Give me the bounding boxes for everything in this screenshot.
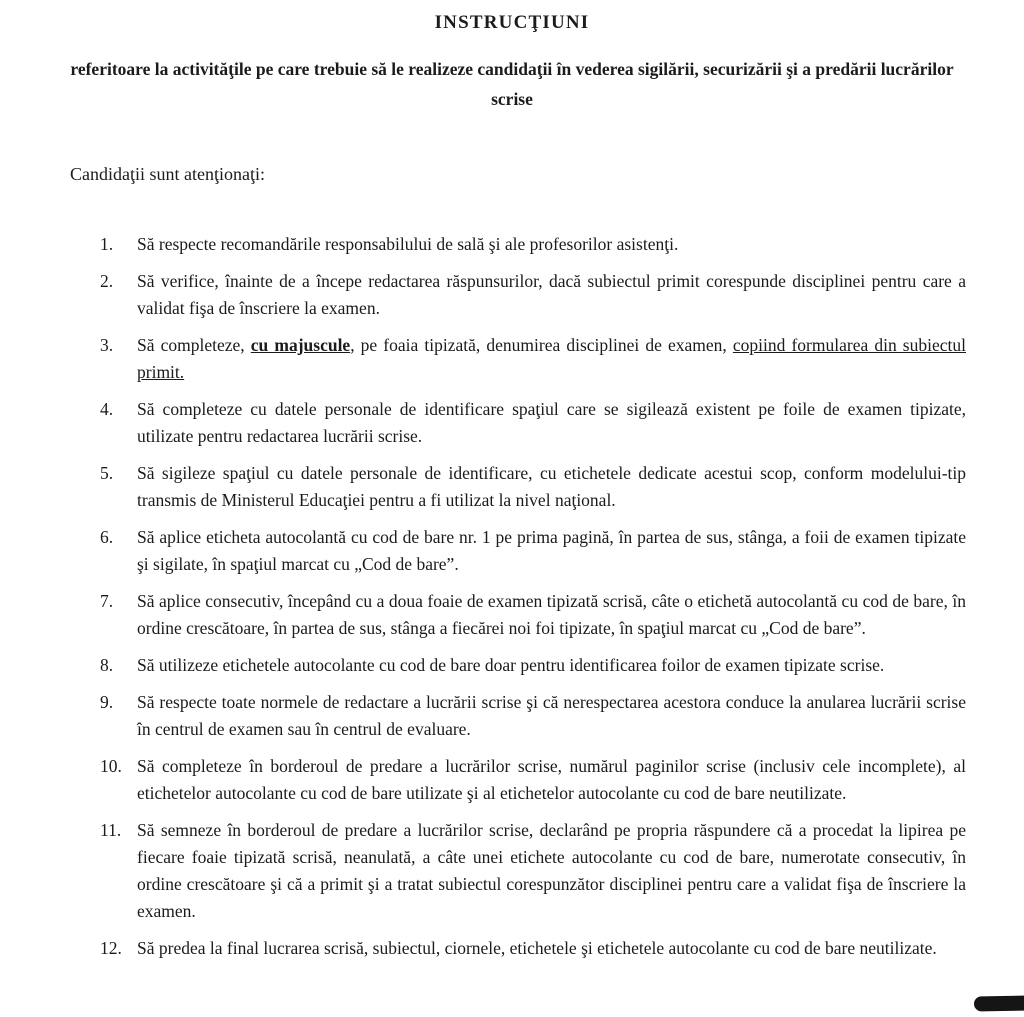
item-text-segment: cu majuscule [250,335,351,355]
item-text [137,460,966,514]
list-item [100,332,966,386]
item-text-segment: Să completeze cu datele personale de identificare spaţiul care se sigilează existent pe foile de examen tipizate, utilizate pentru redactarea lucrării scrise. [137,399,966,446]
item-number: 1. [100,234,114,254]
item-text [137,332,966,386]
list-item [100,817,966,925]
item-number: 8. [100,655,114,675]
item-text [137,935,966,962]
item-text [137,817,966,925]
item-text-segment: Să sigileze spaţiul cu datele personale de identificare, cu etichetele dedicate acestui scop, conform modelului-tip transmis de Ministerul Educaţiei pentru a fi utilizat la nivel naţional. [137,463,966,510]
item-text [137,753,966,807]
list-item [100,268,966,322]
intro-line: Candidaţii sunt atenţionaţi: [70,164,265,184]
item-number: 5. [100,463,114,483]
list-item [100,231,966,258]
instruction-list [100,231,966,962]
list-item [100,652,966,679]
item-text-segment: Să predea la final lucrarea scrisă, subiectul, ciornele, etichetele şi etichetele autocolante cu cod de bare neutilizate. [137,938,937,958]
item-text [137,689,966,743]
list-item [100,460,966,514]
item-text [137,524,966,578]
item-text-segment: Să verifice, înainte de a începe redactarea răspunsurilor, dacă subiectul primit corespunde disciplinei pentru care a validat fişa de înscriere la examen. [137,271,966,318]
scan-artifact [974,995,1024,1011]
item-text-segment: copiind formularea din subiectul primit. [137,335,966,382]
list-item [100,396,966,450]
item-number: 12. [100,938,122,958]
document-subtitle: referitoare la activităţile pe care trebuie să le realizeze candidaţii în vederea sigilării, securizării şi a predării lucrărilor scrise [70,59,954,109]
item-text [137,268,966,322]
item-text-segment: Să utilizeze etichetele autocolante cu cod de bare doar pentru identificarea foilor de examen tipizate scrise. [137,655,885,675]
list-item [100,935,966,962]
item-text [137,396,966,450]
item-number: 2. [100,271,114,291]
item-text-segment: , pe foaia tipizată, denumirea disciplinei de examen, [350,335,733,355]
item-text-segment: Să completeze în borderoul de predare a lucrărilor scrise, numărul paginilor scrise (inclusiv cele incomplete), al etichetelor autocolante cu cod de bare utilizate şi al etichetelor autocolante cu cod de bare neutilizate. [137,756,966,803]
item-number: 6. [100,527,114,547]
item-number: 7. [100,591,114,611]
item-number: 11. [100,820,122,840]
item-text-segment: Să completeze, [137,335,251,355]
item-text [137,588,966,642]
item-text [137,231,966,258]
item-number: 9. [100,692,114,712]
item-text-segment: Să respecte recomandările responsabilului de sală şi ale profesorilor asistenţi. [137,234,679,254]
item-text-segment: Să aplice consecutiv, începând cu a doua foaie de examen tipizată scrisă, câte o etichetă autocolantă cu cod de bare, în ordine crescătoare, în partea de sus, stânga a fiecărei noi foi tipizate, în spaţiul marcat cu „Cod de bare”. [137,591,966,638]
item-text [137,652,966,679]
list-item [100,524,966,578]
item-text-segment: Să semneze în borderoul de predare a lucrărilor scrise, declarând pe propria răspundere că a procedat la lipirea pe fiecare foaie tipizată scrisă, neanulată, a câte unei etichete autocolante cu cod de bare, numerotate consecutiv, în ordine crescătoare şi că a primit şi a tratat subiectul corespunzător disciplinei pentru care a validat fişa de înscriere la examen. [137,820,966,921]
item-number: 10. [100,756,122,776]
document-title: INSTRUCŢIUNI [434,12,590,33]
list-item [100,753,966,807]
item-text-segment: Să respecte toate normele de redactare a lucrării scrise şi că nerespectarea acestora conduce la anularea lucrării scrise în centrul de examen sau în centrul de evaluare. [137,692,966,739]
list-item [100,689,966,743]
item-text-segment: Să aplice eticheta autocolantă cu cod de bare nr. 1 pe prima pagină, în partea de sus, stânga, a foii de examen tipizate şi sigilate, în spaţiul marcat cu „Cod de bare”. [137,527,966,574]
item-number: 4. [100,399,114,419]
item-number: 3. [100,335,114,355]
list-item [100,588,966,642]
